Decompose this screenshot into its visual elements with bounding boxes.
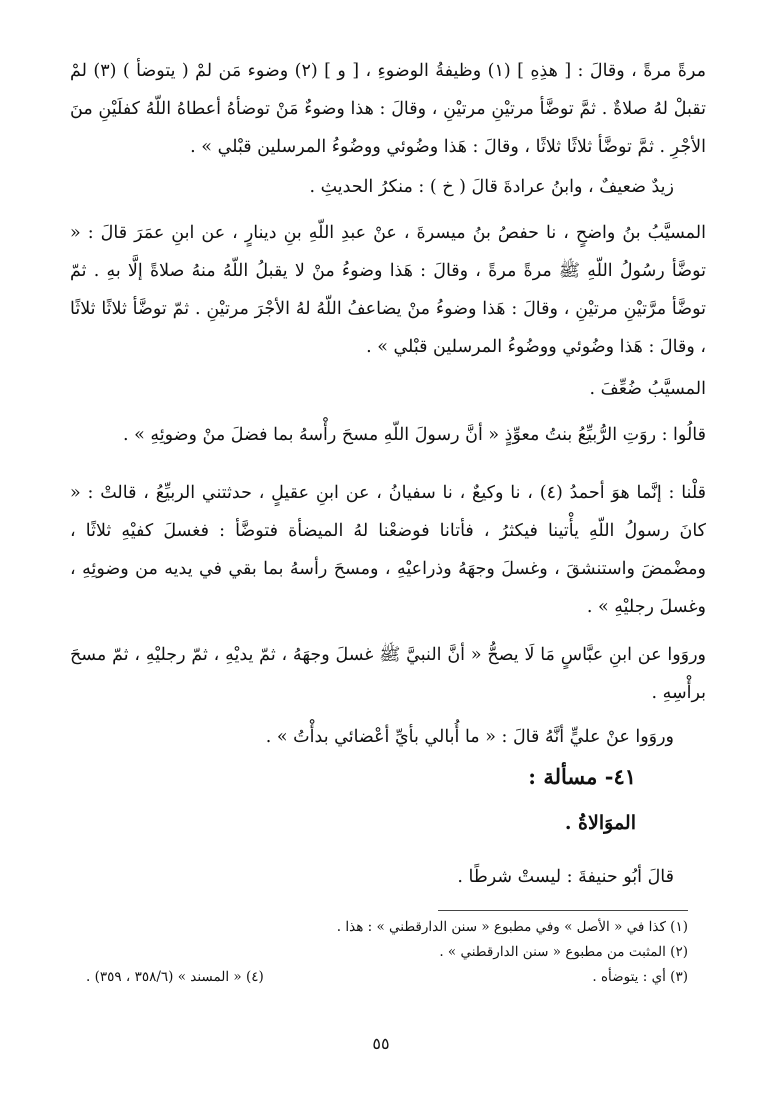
page-number: ٥٥ [372, 1034, 390, 1053]
paragraph-5: قالُوا : روَتِ الرُّبيِّعُ بنتُ معوِّذٍ « أنَّ رسولَ اللّهِ مسحَ رأْسهُ بما فضلَ منْ وضوئِهِ » . [122, 425, 706, 445]
issue-subheading: الموَالاةُ . [564, 812, 636, 834]
paragraph-4: المسيَّبُ ضُعِّفَ . [589, 379, 706, 399]
paragraph-9: قالَ أبُو حنيفةَ : ليستْ شرطًا . [457, 867, 674, 887]
issue-heading: ٤١- مسألة : [528, 764, 636, 789]
paragraph-8: وروَوا عنْ عليٍّ أنَّهُ قالَ : « ما أُبالي بأيِّ أعْضائي بدأْتُ » . [265, 727, 674, 747]
footnote-divider [438, 910, 688, 911]
footnotes [86, 910, 688, 990]
paragraph-7: وروَوا عن ابنِ عبَّاسٍ مَا لَا يصحُّ « أنَّ النبيَّ ﷺ غسلَ وجهَهُ ، ثمّ يديْهِ ، ثمّ رجليْهِ ، ثمّ مسحَ برأْسِهِ . [70, 645, 706, 703]
paragraph-2: زيدٌ ضعيفٌ ، وابنُ عرادةَ قالَ ( خ ) : منكرُ الحديثِ . [309, 177, 674, 197]
footnote-4: (٤) « المسند » (٣٥٨/٦ ، ٣٥٩) . [86, 969, 264, 985]
footnote-1: (١) كذا في « الأصل » وفي مطبوع « سنن الدارقطني » : هذا . [336, 919, 688, 935]
paragraph-3: المسيَّبُ بنُ واضحٍ ، نا حفصُ بنُ ميسرةَ ، عنْ عبدِ اللّهِ بنِ دينارٍ ، عن ابنِ عمَرَ قالَ : « توضَّأ رسُولُ اللّهِ ﷺ مرةً مرةً ، وقالَ : هَذا وضوءُ منْ لا يقبلُ اللّهُ منهُ صلاةً إلَّا بهِ . ثمّ توضَّأ مرَّتيْنِ مرتيْنِ ، وقالَ : هَذا وضوءُ منْ يضاعفُ اللّهُ لهُ الأجْرَ مرتيْنِ . ثمّ توضَّأ ثلاثًا ثلاثًا ، وقالَ : هَذا وضُوئي ووضُوءُ المرسلين قبْلي » . [70, 223, 706, 357]
paragraph-1: مرةً مرةً ، وقالَ : [ هذِهِ ] (١) وظيفةُ الوضوءِ ، [ و ] (٢) وضوء مَن لمْ ( يتوضأ ) (٣) لمْ تقبلْ لهُ صلاةٌ . ثمَّ توضَّأ مرتيْنِ مرتيْنِ ، وقالَ : هذا وضوءٌ مَنْ توضأهُ أعطاهُ اللّهُ كفلَيْنِ منَ الأجْرِ . ثمَّ توضَّأ ثلاثًا ثلاثًا ، وقالَ : هَذا وضُوئي ووضُوءُ المرسلين قبْلي » . [70, 61, 707, 157]
paragraph-6: قلْنا : إنَّما هوَ أحمدُ (٤) ، نا وكيعٌ ، نا سفيانُ ، عن ابنِ عقيلٍ ، حدثتني الربيِّعُ ، قالتْ : « كانَ رسولُ اللّهِ يأْتينا فيكثرُ ، فأتانا فوضعْنا لهُ الميضأة فتوضَّأ : فغسلَ كفيْهِ ثلاثًا ، ومضْمضَ واستنشقَ ، وغسلَ وجهَهُ وذراعيْهِ ، ومسحَ رأسهُ بما بقي في يديه من وضوئِهِ ، وغسلَ رجليْهِ » . [70, 483, 706, 617]
footnote-2: (٢) المثبت من مطبوع « سنن الدارقطني » . [439, 944, 688, 960]
footnote-row [86, 965, 688, 990]
footnote-3: (٣) أي : يتوضأه . [592, 969, 688, 985]
